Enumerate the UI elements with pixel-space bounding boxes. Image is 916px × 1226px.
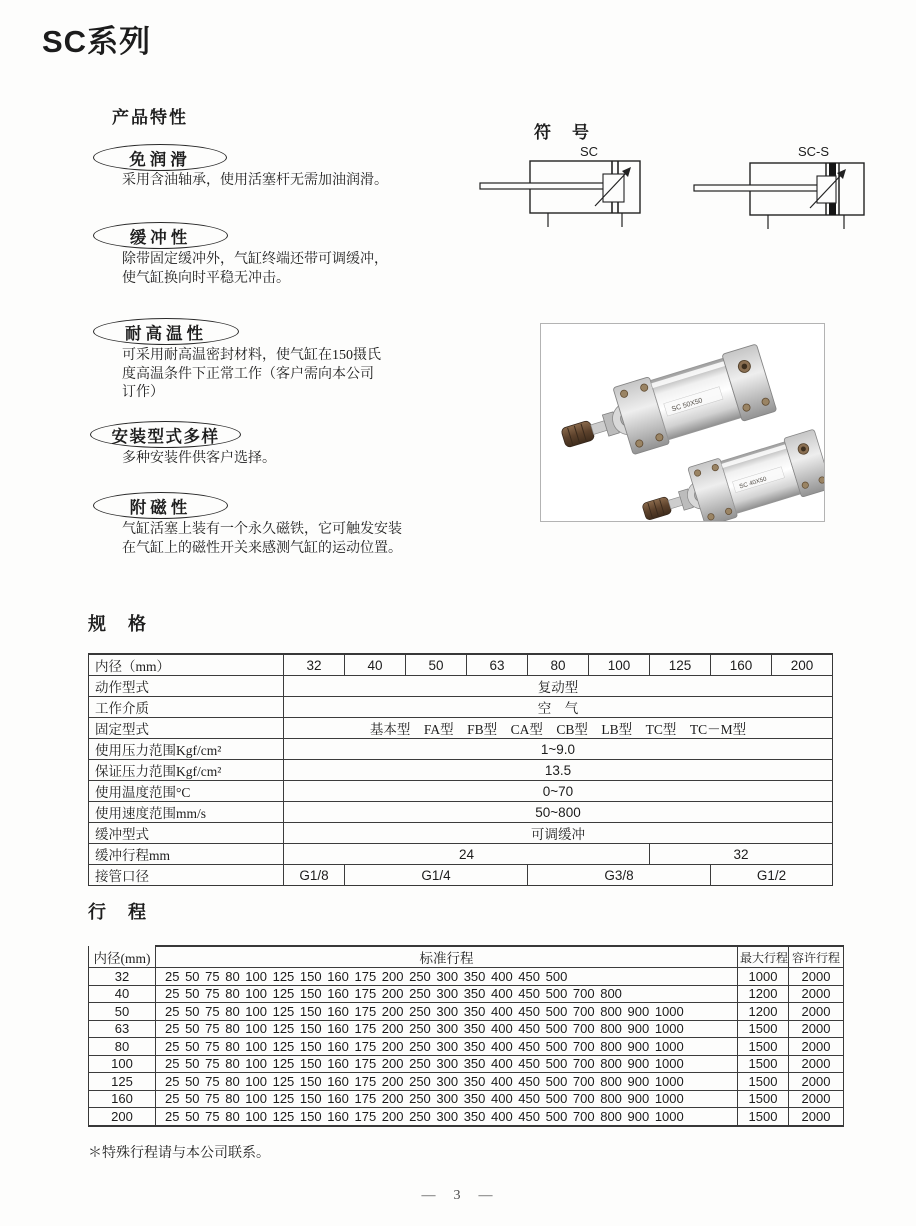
cylinder-large-label: SC 50X50 bbox=[670, 397, 704, 414]
feature-desc-cushioning: 除带固定缓冲外，气缸终端还带可调缓冲， 使气缸换向时平稳无冲击。 bbox=[122, 252, 388, 286]
feature-badge-high-temp bbox=[93, 318, 239, 345]
feature-label: 免润滑 bbox=[129, 149, 191, 169]
specs-table bbox=[88, 653, 833, 886]
cylinder-small-label: SC 40X50 bbox=[738, 475, 768, 491]
stroke-table bbox=[88, 945, 844, 1127]
spec-row-bore: 内径（mm） 32 40 50 63 80 100 125 160 200 bbox=[89, 654, 833, 676]
page-number: — 3 — bbox=[421, 1188, 495, 1203]
spec-row-cushion-stroke: 缓冲行程mm 24 32 bbox=[89, 844, 833, 865]
spec-row-cushion-type: 缓冲型式 可调缓冲 bbox=[89, 823, 833, 844]
spec-row-port-size: 接管口径 G1/8 G1/4 G3/8 G1/2 bbox=[89, 865, 833, 886]
feature-desc-mounting-styles: 多种安装件供客户选择。 bbox=[122, 451, 276, 466]
specs-heading: 规 格 bbox=[88, 614, 148, 634]
feature-desc-lubrication-free: 采用含油轴承，使用活塞杆无需加油润滑。 bbox=[122, 173, 388, 188]
stroke-row: 32 25 50 75 80 100 125 150 160 175 200 250 300 350 400 450 500 1000 2000 bbox=[89, 968, 844, 986]
stroke-row: 40 25 50 75 80 100 125 150 160 175 200 250 300 350 400 450 500 700 800 1200 2000 bbox=[89, 985, 844, 1003]
feature-badge-lubrication-free bbox=[93, 144, 227, 171]
stroke-row: 160 25 50 75 80 100 125 150 160 175 200 250 300 350 400 450 500 700 800 900 1000 1500 2000 bbox=[89, 1090, 844, 1108]
symbols-heading: 符 号 bbox=[534, 123, 591, 142]
feature-badge-magnetic bbox=[93, 492, 228, 519]
stroke-row: 80 25 50 75 80 100 125 150 160 175 200 250 300 350 400 450 500 700 800 900 1000 1500 2000 bbox=[89, 1038, 844, 1056]
pneumatic-symbols-diagram bbox=[470, 136, 890, 234]
spec-row-proof-pressure: 保证压力范围Kgf/cm² 13.5 bbox=[89, 760, 833, 781]
spec-row-mounting: 固定型式 基本型 FA型 FB型 CA型 CB型 LB型 TC型 TC－M型 bbox=[89, 718, 833, 739]
spec-row-speed: 使用速度范围mm/s 50~800 bbox=[89, 802, 833, 823]
special-stroke-footnote: ＊特殊行程请与本公司联系。 bbox=[88, 1146, 270, 1161]
stroke-heading: 行 程 bbox=[88, 902, 148, 922]
spec-row-temperature: 使用温度范围°C 0~70 bbox=[89, 781, 833, 802]
feature-desc-magnetic: 气缸活塞上装有一个永久磁铁，它可触发安装 在气缸上的磁性开关来感测气缸的运动位置。 bbox=[122, 522, 402, 556]
symbol-sc-label: SC bbox=[580, 144, 599, 159]
feature-label: 安装型式多样 bbox=[111, 426, 220, 446]
stroke-header-row: 内径(mm) 标准行程 最大行程 容许行程 bbox=[89, 946, 844, 968]
spec-row-action: 动作型式 复动型 bbox=[89, 676, 833, 697]
spec-label: 内径（mm） bbox=[95, 659, 171, 674]
spec-row-pressure: 使用压力范围Kgf/cm² 1~9.0 bbox=[89, 739, 833, 760]
symbol-sc bbox=[480, 144, 640, 227]
stroke-row: 63 25 50 75 80 100 125 150 160 175 200 250 300 350 400 450 500 700 800 900 1000 1500 2000 bbox=[89, 1020, 844, 1038]
feature-label: 附磁性 bbox=[129, 497, 192, 517]
cylinder-photo-drawing bbox=[541, 324, 824, 521]
features-heading: 产品特性 bbox=[112, 108, 188, 127]
spec-row-medium: 工作介质 空 气 bbox=[89, 697, 833, 718]
feature-badge-cushioning bbox=[93, 222, 228, 249]
product-photo bbox=[540, 323, 825, 522]
symbol-sc-s bbox=[694, 144, 864, 229]
feature-desc-high-temp: 可采用耐高温密封材料，使气缸在150摄氏 度高温条件下正常工作（客户需向本公司 订作） bbox=[122, 348, 381, 401]
cylinder-large bbox=[554, 344, 777, 473]
feature-label: 缓冲性 bbox=[129, 227, 192, 247]
feature-label: 耐高温性 bbox=[125, 323, 207, 343]
symbol-scs-label: SC-S bbox=[798, 144, 830, 159]
stroke-row: 125 25 50 75 80 100 125 150 160 175 200 250 300 350 400 450 500 700 800 900 1000 1500 2000 bbox=[89, 1073, 844, 1091]
feature-badge-mounting-styles bbox=[90, 421, 241, 448]
stroke-row: 50 25 50 75 80 100 125 150 160 175 200 250 300 350 400 450 500 700 800 900 1000 1200 2000 bbox=[89, 1003, 844, 1021]
stroke-row: 100 25 50 75 80 100 125 150 160 175 200 250 300 350 400 450 500 700 800 900 1000 1500 2000 bbox=[89, 1055, 844, 1073]
stroke-row: 200 25 50 75 80 100 125 150 160 175 200 250 300 350 400 450 500 700 800 900 1000 1500 2000 bbox=[89, 1108, 844, 1126]
page-title: SC系列 bbox=[42, 24, 152, 59]
